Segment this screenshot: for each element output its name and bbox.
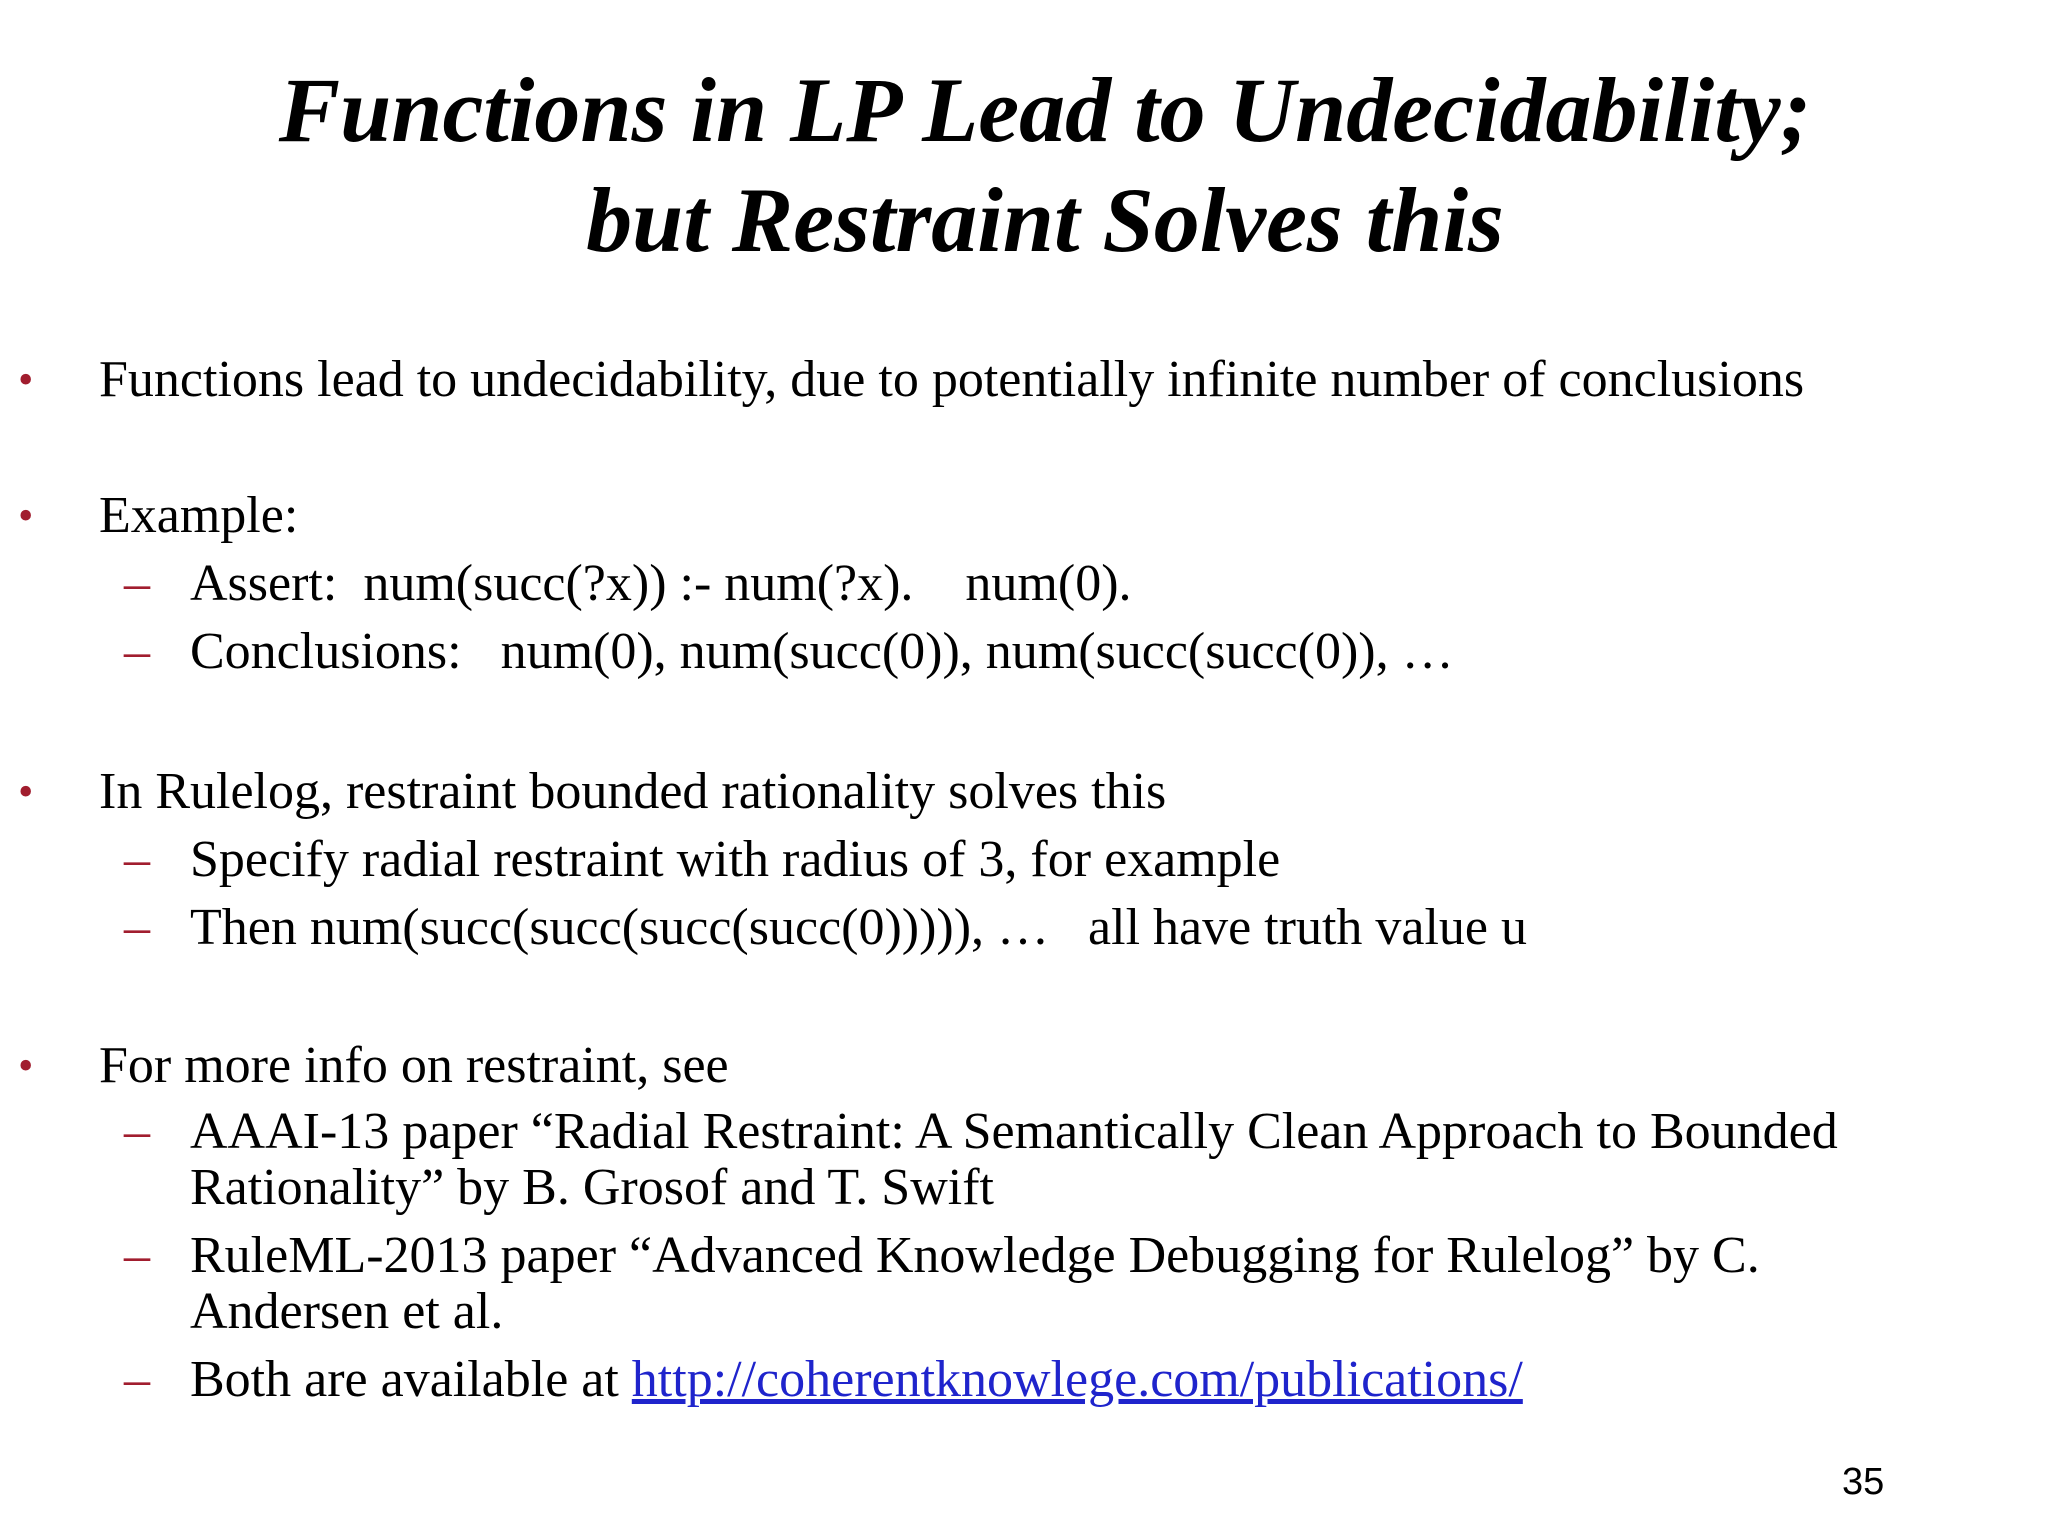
- sub-marker: –: [124, 623, 150, 680]
- bullet-marker: •: [18, 1041, 34, 1090]
- sub-marker: –: [124, 831, 150, 888]
- sub-marker: –: [124, 899, 150, 956]
- sub-text-line: Rationality” by B. Grosof and T. Swift: [190, 1159, 994, 1216]
- sub-text-line: AAAI-13 paper “Radial Restraint: A Semantically Clean Approach to Bounded: [190, 1103, 1838, 1160]
- title-line-1: Functions in LP Lead to Undecidability;: [278, 59, 1812, 161]
- bullet-text: In Rulelog, restraint bounded rationality solves this: [99, 763, 1167, 820]
- bullet-text: Functions lead to undecidability, due to potentially infinite number of conclusions: [99, 351, 1805, 408]
- bullet-marker: •: [18, 491, 34, 540]
- title-line-2: but Restraint Solves this: [586, 169, 1504, 271]
- sub-text: Conclusions: num(0), num(succ(0)), num(succ(succ(0)), …: [190, 623, 1454, 680]
- sub-marker: –: [124, 1227, 150, 1284]
- sub-text-prefix: Both are available at: [190, 1351, 632, 1408]
- bullet-marker: •: [18, 767, 34, 816]
- sub-text: Then num(succ(succ(succ(succ(0))))), … all have truth value u: [190, 899, 1527, 956]
- bullet-text: For more info on restraint, see: [99, 1037, 729, 1094]
- sub-text: [190, 1104, 1838, 1216]
- sub-text-line: Andersen et al.: [190, 1283, 504, 1340]
- sub-text: Assert: num(succ(?x)) :- num(?x). num(0).: [190, 555, 1132, 612]
- bullet-marker: •: [18, 355, 34, 404]
- sub-text-line: RuleML-2013 paper “Advanced Knowledge Debugging for Rulelog” by C.: [190, 1227, 1760, 1284]
- publications-link[interactable]: http://coherentknowlege.com/publications/: [631, 1351, 1523, 1408]
- sub-text: Specify radial restraint with radius of 3, for example: [190, 831, 1281, 888]
- sub-text: [190, 1352, 1523, 1408]
- sub-marker: –: [124, 1351, 150, 1408]
- page-number: 35: [1842, 1461, 1885, 1503]
- sub-text: [190, 1228, 1760, 1340]
- sub-marker: –: [124, 1103, 150, 1160]
- bullet-text: Example:: [99, 487, 299, 544]
- slide-title: [0, 55, 2048, 275]
- sub-marker: –: [124, 555, 150, 612]
